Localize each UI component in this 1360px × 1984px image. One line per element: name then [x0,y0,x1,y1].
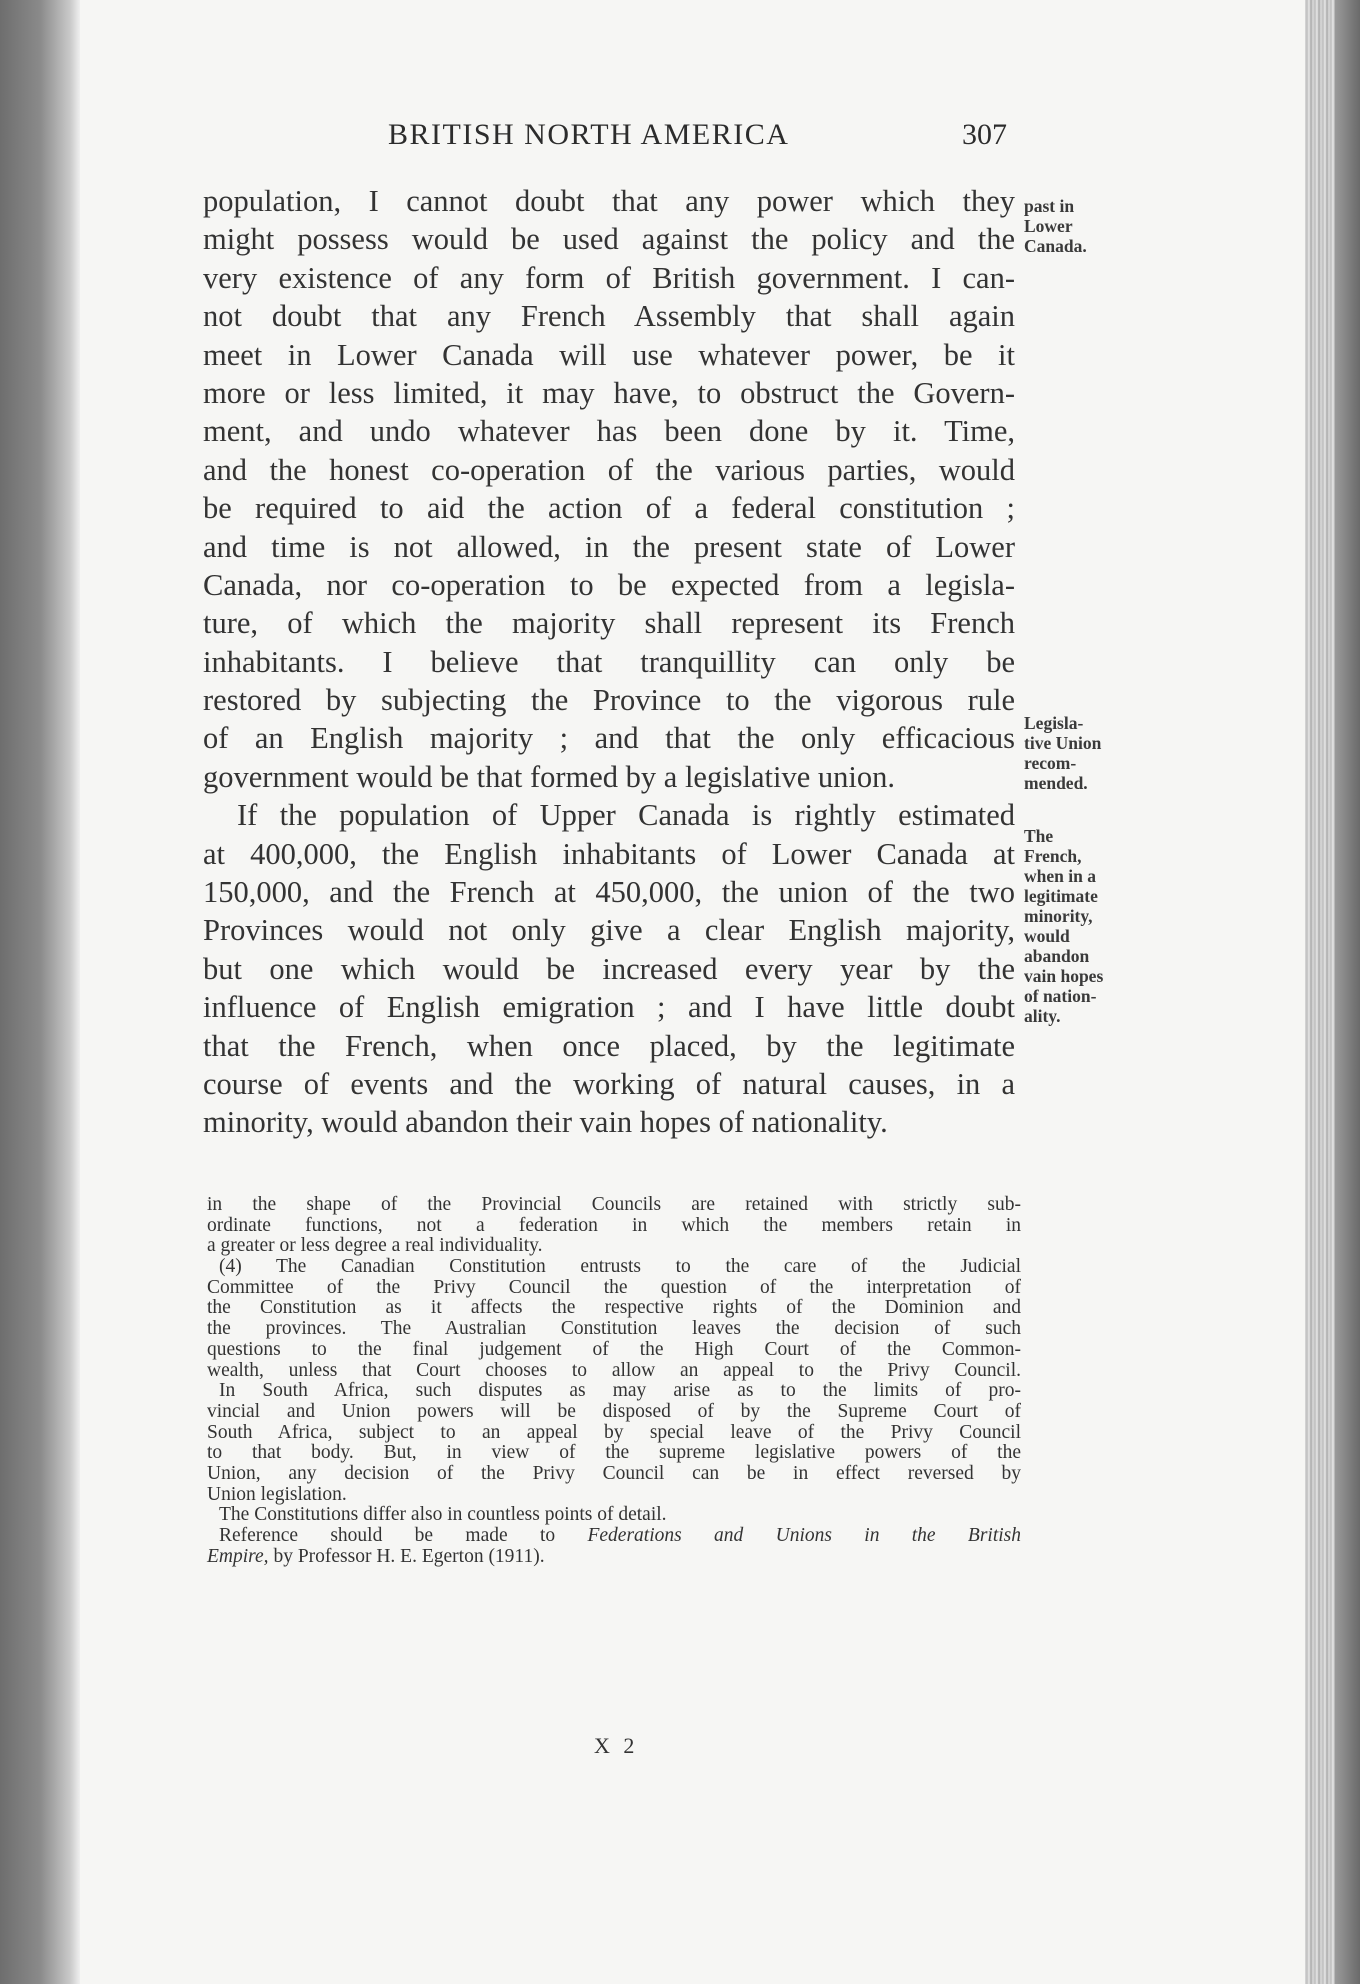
body-line: restored by subjecting the Province to the vigorous rule [203,683,1015,718]
body-line: that the French, when once placed, by the legitimate [203,1028,1015,1063]
body-line: minority, would abandon their vain hopes of nationality. [203,1105,888,1140]
book-binding-edge [0,0,80,1984]
body-line: of an English majority ; and that the only efficacious [203,721,1015,756]
footnote-line: the Constitution as it affects the respective rights of the Dominion and [207,1297,1021,1319]
margin-note-legislative-union [1024,713,1144,793]
footnote-line: Union legislation. [207,1483,347,1505]
margin-note-line: Canada. [1024,236,1087,256]
running-title: BRITISH NORTH AMERICA [388,118,790,151]
margin-note-line: recom- [1024,753,1077,773]
margin-note-line: when in a [1024,866,1096,886]
margin-note-line: Lower [1024,216,1073,236]
footnote-line: the provinces. The Australian Constitution leaves the decision of such [207,1318,1021,1340]
footnote-line: ordinate functions, not a federation in which the members retain in [207,1214,1021,1236]
footnote-line: wealth, unless that Court chooses to allow an appeal to the Privy Council. [207,1359,1021,1381]
margin-note-line: tive Union [1024,733,1102,753]
body-line: ture, of which the majority shall represent its French [203,606,1015,641]
footnote-line: Committee of the Privy Council the question of the interpretation of [207,1276,1021,1298]
body-line: influence of English emigration ; and I have little doubt [203,990,1015,1025]
body-line: population, I cannot doubt that any power which they [203,184,1015,218]
footnote-reference-line [207,1547,1021,1568]
margin-note-line: The [1024,826,1054,846]
signature-mark: X 2 [594,1733,639,1758]
footnote-line: Union, any decision of the Privy Council can be in effect reversed by [207,1462,1021,1484]
footnote-line: in the shape of the Provincial Councils are retained with strictly sub- [207,1194,1021,1215]
body-line: more or less limited, it may have, to obstruct the Govern- [203,375,1015,410]
footnote-line: South Africa, subject to an appeal by special leave of the Privy Council [207,1421,1021,1443]
reference-author: by Professor H. E. Egerton (1911). [273,1545,545,1567]
body-line: and the honest co-operation of the various parties, would [203,452,1015,487]
body-line: not doubt that any French Assembly that shall again [203,299,1015,334]
page-edge-shadow [1335,0,1360,1984]
body-line: meet in Lower Canada will use whatever power, be it [203,337,1015,372]
margin-note-line: would [1024,926,1070,946]
body-line: 150,000, and the French at 450,000, the union of the two [203,875,1015,910]
body-line: be required to aid the action of a federal constitution ; [203,491,1015,526]
body-line: Provinces would not only give a clear English majority, [203,913,1015,948]
footnote-line: In South Africa, such disputes as may arise as to the limits of pro- [219,1380,1021,1402]
margin-note-line: vain hopes [1024,966,1104,986]
reference-lead: Reference should be made to [219,1525,556,1546]
margin-note-line: Legisla- [1024,713,1084,733]
margin-note-line: legitimate [1024,886,1098,906]
body-line: but one which would be increased every year by the [203,951,1015,986]
footnote-reference-line [207,1526,1021,1547]
footnote-line: vincial and Union powers will be disposed of by the Supreme Court of [207,1400,1021,1422]
margin-note-line: of nation- [1024,986,1097,1006]
page-number: 307 [962,118,1007,151]
footnote-line: a greater or less degree a real individuality. [207,1235,543,1257]
margin-note-line: abandon [1024,946,1090,966]
footnote-line: to that body. But, in view of the supreme legislative powers of the [207,1442,1021,1464]
body-line: inhabitants. I believe that tranquillity can only be [203,644,1015,679]
body-line: very existence of any form of British government. I can- [203,260,1015,295]
footnote-line: The Constitutions differ also in countless points of detail. [219,1504,667,1526]
running-header [200,118,1020,158]
footnotes [207,1195,1021,1567]
body-line: and time is not allowed, in the present state of Lower [203,529,1015,564]
reference-title-end: Empire, [207,1545,269,1567]
body-line: ment, and undo whatever has been done by it. Time, [203,414,1015,449]
body-text [203,182,1015,1142]
body-line: Canada, nor co-operation to be expected from a legisla- [203,567,1015,602]
body-line: might possess would be used against the policy and the [203,222,1015,257]
margin-note-line: ality. [1024,1006,1061,1026]
body-line: If the population of Upper Canada is rightly estimated [237,798,1015,833]
body-line: course of events and the working of natural causes, in a [203,1066,1015,1101]
body-line: government would be that formed by a legislative union. [203,759,896,794]
reference-title: Federations and Unions in the British [587,1525,1022,1546]
margin-note-line: minority, [1024,906,1093,926]
margin-note-french-minority [1024,826,1144,1026]
footnote-line: (4) The Canadian Constitution entrusts to the care of the Judicial [219,1256,1021,1278]
body-line: at 400,000, the English inhabitants of Lower Canada at [203,836,1015,871]
footnote-line: questions to the final judgement of the High Court of the Common- [207,1338,1021,1360]
margin-note-past-in-lower-canada [1024,196,1144,256]
margin-note-line: mended. [1024,773,1088,793]
margin-note-line: French, [1024,846,1082,866]
margin-note-line: past in [1024,196,1075,216]
